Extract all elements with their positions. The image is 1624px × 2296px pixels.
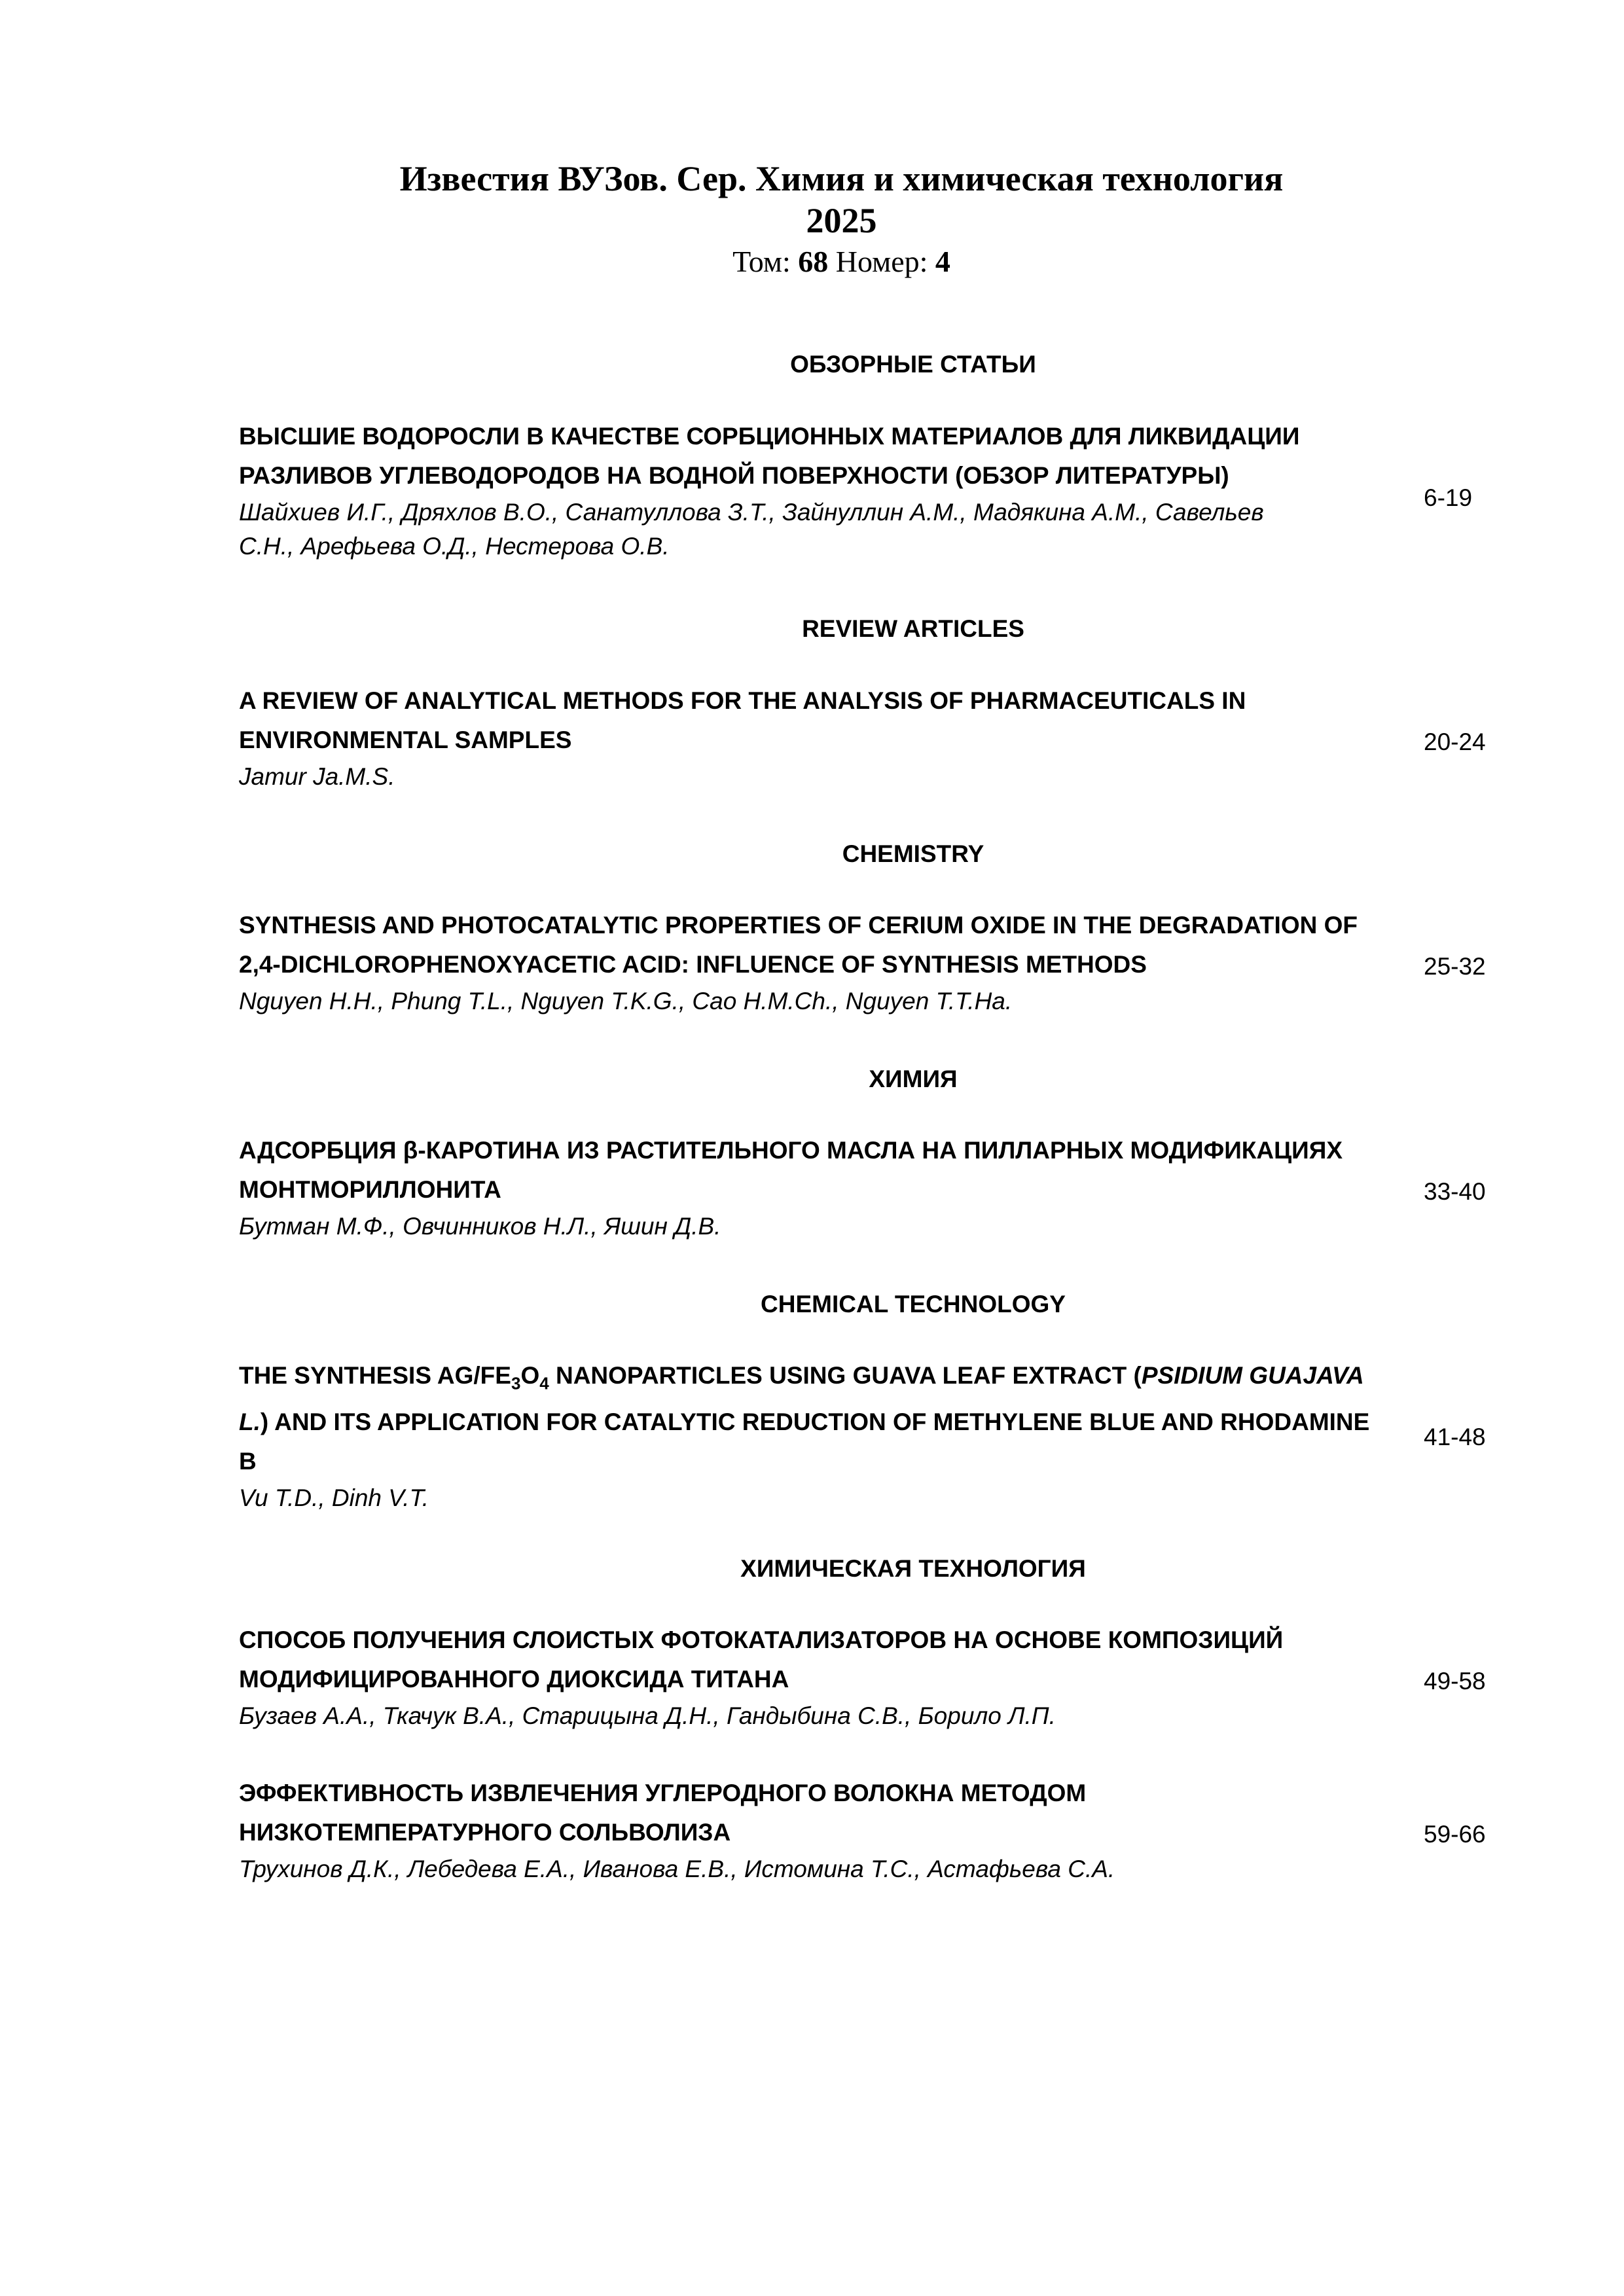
toc-entry[interactable] [239,1356,1548,1515]
section-heading: CHEMICAL TECHNOLOGY [761,1291,1066,1318]
article-authors [239,984,1548,1018]
article-title[interactable] [239,1356,1548,1481]
article-authors-line: Jamur Ja.M.S. [239,763,395,790]
toc-entry[interactable] [239,681,1548,794]
article-authors [239,1852,1548,1886]
article-pages: 20-24 [1424,728,1486,755]
article-pages: 6-19 [1424,484,1473,511]
article-authors-line: Nguyen H.H., Phung T.L., Nguyen T.K.G., Cao H.M.Ch., Nguyen T.T.Ha. [239,988,1013,1014]
toc-entry[interactable] [239,1131,1548,1244]
article-title-line: A REVIEW OF ANALYTICAL METHODS FOR THE ANALYSIS OF PHARMACEUTICALS IN [239,687,1246,714]
article-authors-line: Трухинов Д.К., Лебедева Е.А., Иванова Е.В., Истомина Т.С., Астафьева С.А. [239,1856,1115,1882]
article-title-line: SYNTHESIS AND PHOTOCATALYTIC PROPERTIES OF CERIUM OXIDE IN THE DEGRADATION OF [239,912,1358,939]
article-authors-line: Vu T.D., Dinh V.T. [239,1484,429,1512]
article-title-line: МОДИФИЦИРОВАННОГО ДИОКСИДА ТИТАНА [239,1666,789,1693]
title-text: NANOPARTICLES USING GUAVA LEAF EXTRACT ( [549,1362,1142,1389]
article-title[interactable] [239,906,1548,984]
issue-label: Номер: [835,245,928,278]
article-authors-line: С.Н., Арефьева О.Д., Нестерова О.В. [239,533,670,560]
toc-entry[interactable] [239,417,1548,564]
article-title[interactable] [239,417,1548,495]
article-authors [239,1481,1548,1515]
article-title-line: B [239,1448,257,1475]
article-authors [239,495,1548,564]
article-authors [239,760,1548,794]
section-heading: ХИМИЧЕСКАЯ ТЕХНОЛОГИЯ [740,1555,1086,1582]
toc-entry[interactable] [239,1774,1548,1886]
title-italic-text: L. [239,1408,261,1436]
article-authors-line: Шайхиев И.Г., Дряхлов В.О., Санатуллова З.Т., Зайнуллин А.М., Мадякина А.М., Савельев [239,499,1264,526]
article-title-line: РАЗЛИВОВ УГЛЕВОДОРОДОВ НА ВОДНОЙ ПОВЕРХНОСТИ (ОБЗОР ЛИТЕРАТУРЫ) [239,462,1229,489]
toc-entry[interactable] [239,1621,1548,1733]
title-text: THE SYNTHESIS AG/FE [239,1362,511,1389]
article-title-line [239,1356,1548,1403]
article-title[interactable] [239,1621,1548,1699]
title-italic-text: PSIDIUM GUAJAVA [1141,1362,1364,1389]
article-title-line: 2,4-DICHLOROPHENOXYACETIC ACID: INFLUENCE OF SYNTHESIS METHODS [239,951,1147,978]
section-heading: ХИМИЯ [869,1066,958,1092]
toc-entry[interactable] [239,906,1548,1018]
article-title-line: НИЗКОТЕМПЕРАТУРНОГО СОЛЬВОЛИЗА [239,1819,731,1846]
article-pages: 33-40 [1424,1178,1486,1205]
article-title-line [239,1403,1548,1442]
article-title-line: МОНТМОРИЛЛОНИТА [239,1176,501,1203]
article-authors [239,1699,1548,1733]
article-pages: 41-48 [1424,1424,1486,1450]
subscript: 4 [539,1373,549,1393]
article-authors-line: Бутман М.Ф., Овчинников Н.Л., Яшин Д.В. [239,1213,721,1240]
article-title-line: АДСОРБЦИЯ β-КАРОТИНА ИЗ РАСТИТЕЛЬНОГО МАСЛА НА ПИЛЛАРНЫХ МОДИФИКАЦИЯХ [239,1137,1343,1164]
section-heading: CHEMISTRY [842,840,984,867]
article-pages: 25-32 [1424,953,1486,980]
title-text: ) AND ITS APPLICATION FOR CATALYTIC REDUCTION OF METHYLENE BLUE AND RHODAMINE [260,1408,1370,1436]
subscript: 3 [511,1373,521,1393]
article-title-line: СПОСОБ ПОЛУЧЕНИЯ СЛОИСТЫХ ФОТОКАТАЛИЗАТОРОВ НА ОСНОВЕ КОМПОЗИЦИЙ [239,1626,1284,1653]
volume-number: 68 [798,245,829,278]
title-text: O [520,1362,540,1389]
article-title[interactable] [239,681,1548,760]
section-heading: ОБЗОРНЫЕ СТАТЬИ [790,351,1036,378]
article-pages: 59-66 [1424,1821,1486,1848]
article-title[interactable] [239,1131,1548,1210]
journal-title: Известия ВУЗов. Сер. Химия и химическая технология [399,159,1284,198]
article-title-line: ENVIRONMENTAL SAMPLES [239,726,572,753]
article-authors [239,1210,1548,1244]
volume-label: Том: [732,245,791,278]
issue-year: 2025 [806,201,877,240]
article-title-line: ВЫСШИЕ ВОДОРОСЛИ В КАЧЕСТВЕ СОРБЦИОННЫХ МАТЕРИАЛОВ ДЛЯ ЛИКВИДАЦИИ [239,423,1300,450]
article-pages: 49-58 [1424,1668,1486,1695]
article-title-line: ЭФФЕКТИВНОСТЬ ИЗВЛЕЧЕНИЯ УГЛЕРОДНОГО ВОЛОКНА МЕТОДОМ [239,1780,1087,1806]
issue-number: 4 [935,245,950,278]
section-heading: REVIEW ARTICLES [802,615,1024,642]
article-title[interactable] [239,1774,1548,1852]
article-authors-line: Бузаев А.А., Ткачук В.А., Старицына Д.Н., Гандыбина С.В., Борило Л.П. [239,1702,1056,1729]
